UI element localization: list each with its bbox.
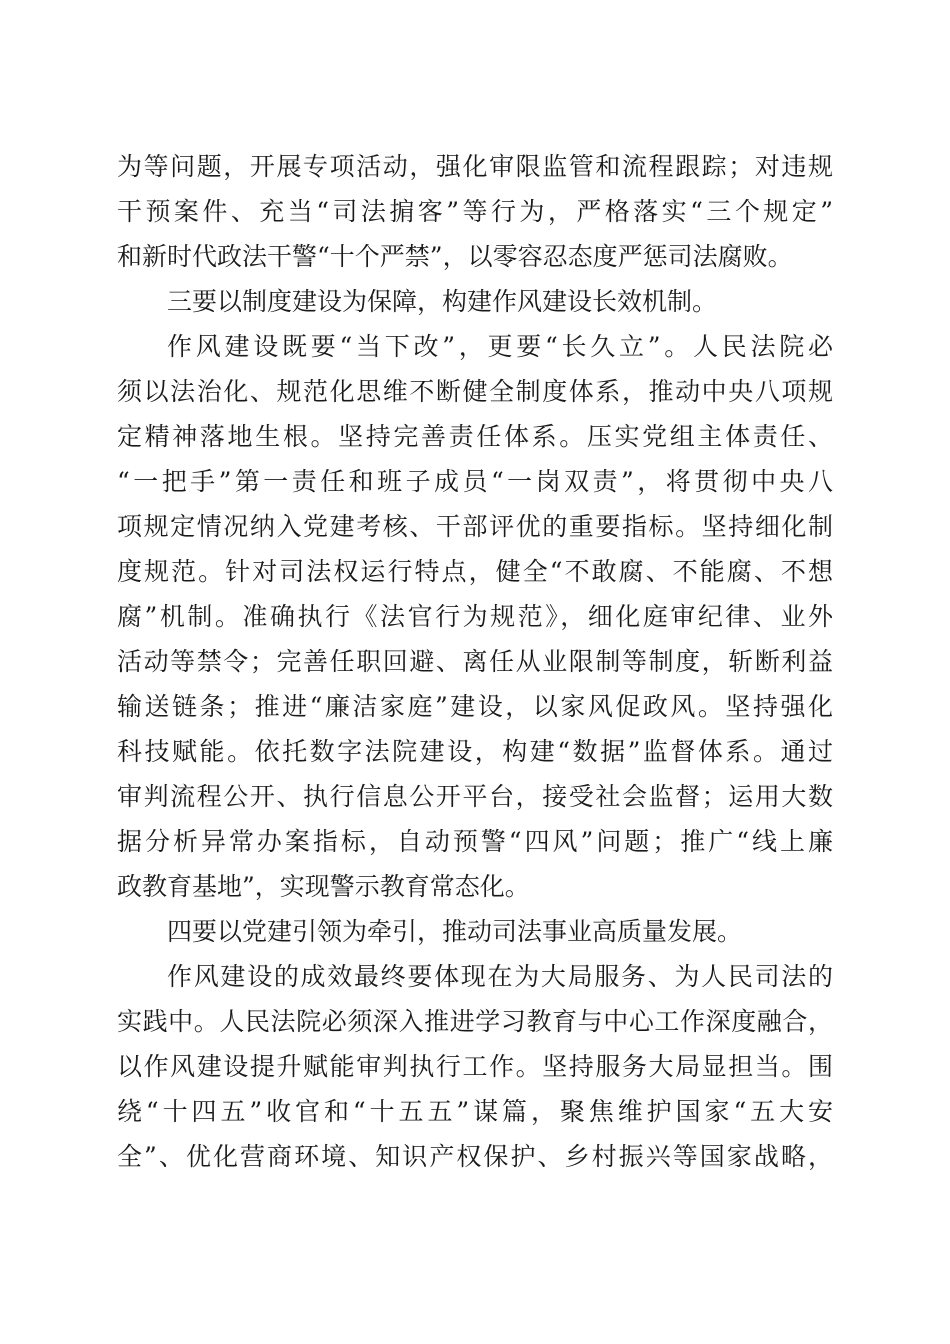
text-line: 全”、优化营商环境、知识产权保护、乡村振兴等国家战略， bbox=[117, 1142, 833, 1171]
section-heading: 三要以制度建设为保障，构建作风建设长效机制。 bbox=[167, 287, 718, 316]
text-line: 作风建设既要“当下改”，更要“长久立”。人民法院必 bbox=[167, 332, 833, 361]
text-line: 度规范。针对司法权运行特点，健全“不敢腐、不能腐、不想 bbox=[117, 557, 833, 586]
text-line: 据分析异常办案指标，自动预警“四风”问题；推广“线上廉 bbox=[117, 827, 833, 856]
text-line: 作风建设的成效最终要体现在为大局服务、为人民司法的 bbox=[167, 962, 833, 991]
text-line: “一把手”第一责任和班子成员“一岗双责”，将贯彻中央八 bbox=[117, 467, 833, 496]
text-line: 绕“十四五”收官和“十五五”谋篇，聚焦维护国家“五大安 bbox=[117, 1097, 833, 1126]
text-line: 政教育基地”，实现警示教育常态化。 bbox=[117, 872, 530, 901]
text-line: 干预案件、充当“司法掮客”等行为，严格落实“三个规定” bbox=[117, 197, 833, 226]
text-line: 为等问题，开展专项活动，强化审限监管和流程跟踪；对违规 bbox=[117, 152, 833, 181]
document-body bbox=[117, 144, 833, 1179]
text-line: 项规定情况纳入党建考核、干部评优的重要指标。坚持细化制 bbox=[117, 512, 833, 541]
text-line: 以作风建设提升赋能审判执行工作。坚持服务大局显担当。围 bbox=[117, 1052, 833, 1081]
text-line: 实践中。人民法院必须深入推进学习教育与中心工作深度融合， bbox=[117, 1007, 833, 1036]
text-line: 审判流程公开、执行信息公开平台，接受社会监督；运用大数 bbox=[117, 782, 833, 811]
text-line: 腐”机制。准确执行《法官行为规范》，细化庭审纪律、业外 bbox=[117, 602, 833, 631]
text-line: 活动等禁令；完善任职回避、离任从业限制等制度，斩断利益 bbox=[117, 647, 833, 676]
text-line: 科技赋能。依托数字法院建设，构建“数据”监督体系。通过 bbox=[117, 737, 833, 766]
text-line: 输送链条；推进“廉洁家庭”建设，以家风促政风。坚持强化 bbox=[117, 692, 833, 721]
text-line: 须以法治化、规范化思维不断健全制度体系，推动中央八项规 bbox=[117, 377, 833, 406]
section-heading: 四要以党建引领为牵引，推动司法事业高质量发展。 bbox=[167, 917, 743, 946]
text-line: 和新时代政法干警“十个严禁”，以零容忍态度严惩司法腐败。 bbox=[117, 242, 793, 271]
text-line: 定精神落地生根。坚持完善责任体系。压实党组主体责任、 bbox=[117, 422, 833, 451]
